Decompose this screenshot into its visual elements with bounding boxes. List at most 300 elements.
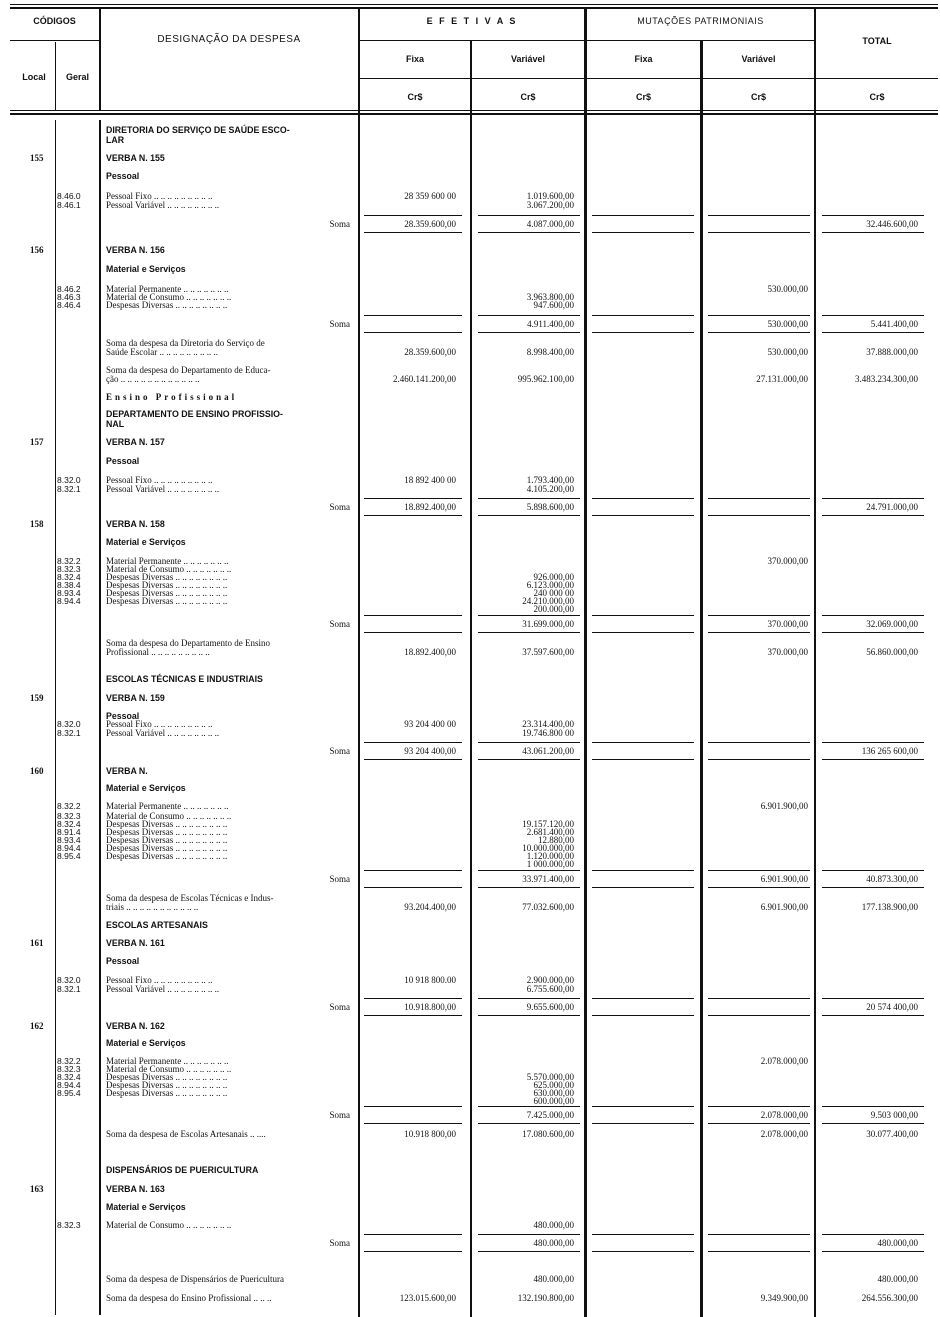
local-code: 159 — [30, 693, 44, 703]
description: DEPARTAMENTO DE ENSINO PROFISSIO- — [106, 409, 283, 419]
table-row — [0, 436, 940, 448]
total-value: 20 574 400,00 — [866, 1002, 918, 1012]
general-code: 8.94.4 — [57, 596, 81, 606]
total-value: 136 265 600,00 — [861, 746, 918, 756]
sum-rule-under — [478, 515, 580, 516]
description: Despesas Diversas .. .. .. .. .. .. .. .. — [106, 572, 228, 582]
efetivas-fixa-value: 93.204.400,00 — [404, 902, 456, 912]
total-value: 9.503 000,00 — [870, 1110, 918, 1120]
general-code: 8.32.2 — [57, 1056, 81, 1066]
subtotal-row — [0, 1237, 940, 1249]
description: LAR — [106, 135, 125, 145]
sum-rule — [478, 498, 580, 499]
sum-rule-under — [592, 332, 694, 333]
efetivas-fixa-value: 93 204 400 00 — [404, 719, 456, 729]
efetivas-fixa-value: 2.460.141.200,00 — [393, 374, 456, 384]
subtotal-row — [0, 1001, 940, 1013]
sum-rule-under — [708, 515, 810, 516]
table-row — [0, 1273, 940, 1285]
sum-rule-under — [364, 887, 462, 888]
efetivas-variavel-value: 77.032.600,00 — [522, 902, 574, 912]
description: Material e Serviços — [106, 537, 186, 547]
table-row — [0, 603, 940, 615]
sum-rule-under — [478, 232, 580, 233]
sum-rule-under — [478, 332, 580, 333]
sum-rule-under — [822, 515, 924, 516]
general-code: 8.32.3 — [57, 1064, 81, 1074]
codigos-header: CÓDIGOS — [33, 16, 76, 26]
efetivas-fixa-value: 10.918.800,00 — [404, 1002, 456, 1012]
sum-rule-under — [364, 232, 462, 233]
total-value: 32.446.600,00 — [866, 219, 918, 229]
total-value: 37.888.000,00 — [866, 347, 918, 357]
mutacoes-variavel-value: 6.901.900,00 — [760, 874, 808, 884]
sum-rule — [478, 1234, 580, 1235]
mutacoes-variavel-value: 370.000,00 — [767, 647, 808, 657]
general-code: 8.32.3 — [57, 811, 81, 821]
sum-rule-under — [708, 887, 810, 888]
efetivas-fixa-header: Fixa — [405, 54, 424, 64]
efetivas-fixa-value: 18 892 400 00 — [404, 475, 456, 485]
total-value: 24.791.000,00 — [866, 502, 918, 512]
efetivas-variavel-value: 33.971.400,00 — [522, 874, 574, 884]
general-code: 8.32.1 — [57, 728, 81, 738]
efetivas-fixa-value: 28.359.600,00 — [404, 347, 456, 357]
description: Material e Serviços — [106, 264, 186, 274]
table-row — [0, 1164, 940, 1176]
general-code: 8.32.2 — [57, 801, 81, 811]
sum-rule-under — [364, 515, 462, 516]
sum-rule — [592, 215, 694, 216]
table-row — [0, 455, 940, 467]
sum-rule — [478, 998, 580, 999]
efetivas-variavel-value: 4.087.000,00 — [526, 219, 574, 229]
efetivas-variavel-value: 6.123.000,00 — [526, 580, 574, 590]
local-code: 155 — [30, 153, 44, 163]
description: Material Permanente .. .. .. .. .. .. .. — [106, 1056, 229, 1066]
table-row — [0, 299, 940, 311]
description: Soma — [329, 1238, 350, 1248]
description: Material Permanente .. .. .. .. .. .. .. — [106, 556, 229, 566]
mutacoes-variavel-value: 530.000,00 — [767, 319, 808, 329]
mutacoes-fixa-header: Fixa — [634, 54, 653, 64]
description: ção .. .. .. .. .. .. .. .. .. .. .. .. — [106, 374, 200, 384]
sum-rule — [822, 1234, 924, 1235]
description: Material de Consumo .. .. .. .. .. .. .. — [106, 292, 232, 302]
efetivas-variavel-value: 5.570.000,00 — [526, 1072, 574, 1082]
sum-rule-under — [478, 1123, 580, 1124]
description: Despesas Diversas .. .. .. .. .. .. .. .. — [106, 300, 228, 310]
sum-rule-under — [708, 632, 810, 633]
local-code: 157 — [30, 437, 44, 447]
efetivas-variavel-value: 43.061.200,00 — [522, 746, 574, 756]
sum-rule-under — [478, 1251, 580, 1252]
description: Soma da despesa de Dispensários de Puericultura — [106, 1274, 284, 1284]
total-value: 5.441.400,00 — [870, 319, 918, 329]
table-row — [0, 1201, 940, 1213]
sum-rule-under — [478, 632, 580, 633]
description: ESCOLAS ARTESANAIS — [106, 920, 208, 930]
general-code: 8.93.4 — [57, 835, 81, 845]
sum-rule — [478, 870, 580, 871]
efetivas-fixa-value: 93 204 400,00 — [404, 746, 456, 756]
total-value: 177.138.900,00 — [861, 902, 918, 912]
description: Pessoal — [106, 171, 140, 181]
efetivas-variavel-value: 926.000,00 — [533, 572, 574, 582]
description: NAL — [106, 419, 125, 429]
description: Pessoal — [106, 711, 140, 721]
description: triais .. .. .. .. .. .. .. .. .. .. .. — [106, 902, 199, 912]
general-code: 8.32.4 — [57, 819, 81, 829]
sum-rule-under — [822, 232, 924, 233]
description: Material de Consumo .. .. .. .. .. .. .. — [106, 564, 232, 574]
description: VERBA N. 161 — [106, 938, 165, 948]
description: Material e Serviços — [106, 1202, 186, 1212]
description: Soma da despesa de Escolas Artesanais .. .... — [106, 1129, 266, 1139]
total-value: 30.077.400,00 — [866, 1129, 918, 1139]
table-row — [0, 692, 940, 704]
table-row — [0, 244, 940, 256]
general-code: 8.32.2 — [57, 556, 81, 566]
total-value: 32.069.000,00 — [866, 619, 918, 629]
sum-rule-under — [592, 232, 694, 233]
sum-rule — [478, 742, 580, 743]
general-code: 8.32.3 — [57, 564, 81, 574]
description: Soma — [329, 1002, 350, 1012]
description: Saúde Escolar .. .. .. .. .. .. .. .. .. — [106, 347, 218, 357]
total-value: 40.873.300,00 — [866, 874, 918, 884]
sum-rule-under — [478, 1015, 580, 1016]
description: Soma da despesa de Escolas Técnicas e Indus- — [106, 893, 274, 903]
table-row — [0, 901, 940, 913]
geral-header: Geral — [65, 72, 89, 82]
general-code: 8.32.0 — [57, 475, 81, 485]
mutacoes-variavel-value: 27.131.000,00 — [756, 374, 808, 384]
sum-rule-under — [822, 887, 924, 888]
sum-rule-under — [364, 632, 462, 633]
mutacoes-variavel-currency: Cr$ — [750, 92, 766, 102]
sum-rule-under — [592, 1123, 694, 1124]
subtotal-row — [0, 218, 940, 230]
sum-rule-under — [708, 332, 810, 333]
total-value: 264.556.300,00 — [861, 1293, 918, 1303]
efetivas-variavel-value: 480.000,00 — [533, 1238, 574, 1248]
efetivas-variavel-value: 625.000,00 — [533, 1080, 574, 1090]
sum-rule — [708, 1106, 810, 1107]
efetivas-fixa-value: 18.892.400,00 — [404, 647, 456, 657]
description: Material Permanente .. .. .. .. .. .. .. — [106, 801, 229, 811]
efetivas-fixa-value: 28 359 600 00 — [404, 191, 456, 201]
efetivas-variavel-value: 1.793.400,00 — [526, 475, 574, 485]
sum-rule-under — [592, 887, 694, 888]
description: Soma — [329, 874, 350, 884]
sum-rule-under — [364, 1015, 462, 1016]
sum-rule — [822, 998, 924, 999]
sum-rule-under — [822, 1015, 924, 1016]
sum-rule-under — [708, 1015, 810, 1016]
efetivas-fixa-value: 123.015.600,00 — [399, 1293, 456, 1303]
efetivas-fixa-value: 28.359.600,00 — [404, 219, 456, 229]
general-code: 8.32.0 — [57, 975, 81, 985]
description: Pessoal Variável .. .. .. .. .. .. .. .. — [106, 984, 220, 994]
sum-rule-under — [592, 1015, 694, 1016]
efetivas-variavel-value: 2.681.400,00 — [526, 827, 574, 837]
mutacoes-header: MUTAÇÕES PATRIMONIAIS — [637, 16, 764, 26]
sum-rule — [364, 498, 462, 499]
description: Material e Serviços — [106, 783, 186, 793]
sum-rule-under — [592, 1251, 694, 1252]
efetivas-fixa-value: 18.892.400,00 — [404, 502, 456, 512]
efetivas-variavel-value: 1.120.000,00 — [526, 851, 574, 861]
efetivas-variavel-value: 37.597.600,00 — [522, 647, 574, 657]
table-row — [0, 1183, 940, 1195]
sum-rule — [708, 1234, 810, 1235]
description: Despesas Diversas .. .. .. .. .. .. .. .. — [106, 580, 228, 590]
table-row — [0, 858, 940, 870]
sum-rule — [708, 315, 810, 316]
table-row — [0, 765, 940, 777]
sum-rule — [708, 998, 810, 999]
description: Despesas Diversas .. .. .. .. .. .. .. .. — [106, 851, 228, 861]
efetivas-variavel-value: 240 000 00 — [533, 588, 574, 598]
description: DISPENSÁRIOS DE PUERICULTURA — [106, 1165, 259, 1175]
general-code: 8.95.4 — [57, 1088, 81, 1098]
sum-rule — [822, 615, 924, 616]
description: Soma — [329, 1110, 350, 1120]
mutacoes-variavel-value: 370.000,00 — [767, 619, 808, 629]
description: Pessoal — [106, 956, 140, 966]
sum-rule — [592, 1106, 694, 1107]
table-row — [0, 152, 940, 164]
mutacoes-variavel-value: 2.078.000,00 — [760, 1110, 808, 1120]
efetivas-variavel-value: 12.880,00 — [538, 835, 574, 845]
general-code: 8.32.4 — [57, 1072, 81, 1082]
sum-rule — [364, 615, 462, 616]
general-code: 8.94.4 — [57, 843, 81, 853]
sum-rule — [364, 1106, 462, 1107]
efetivas-variavel-value: 7.425.000,00 — [526, 1110, 574, 1120]
sum-rule-under — [592, 632, 694, 633]
sum-rule — [592, 498, 694, 499]
sum-rule — [822, 870, 924, 871]
description: Material Permanente .. .. .. .. .. .. .. — [106, 284, 229, 294]
efetivas-variavel-value: 995.962.100,00 — [517, 374, 574, 384]
table-row — [0, 483, 940, 495]
mutacoes-variavel-value: 2.078.000,00 — [760, 1056, 808, 1066]
efetivas-variavel-value: 1.019.600,00 — [526, 191, 574, 201]
sum-rule-under — [822, 1251, 924, 1252]
local-code: 163 — [30, 1184, 44, 1194]
table-row — [0, 199, 940, 211]
sum-rule — [708, 870, 810, 871]
efetivas-variavel-value: 600.000,00 — [533, 1096, 574, 1106]
sum-rule — [592, 1234, 694, 1235]
mutacoes-variavel-value: 6.901.900,00 — [760, 902, 808, 912]
description: Ensino Profissional — [106, 392, 238, 402]
table-row — [0, 983, 940, 995]
table-row — [0, 170, 940, 182]
local-code: 156 — [30, 245, 44, 255]
subtotal-row — [0, 501, 940, 513]
mutacoes-variavel-value: 2.078.000,00 — [760, 1129, 808, 1139]
local-code: 161 — [30, 938, 44, 948]
sum-rule — [822, 498, 924, 499]
description: Soma — [329, 319, 350, 329]
total-header: TOTAL — [862, 36, 892, 46]
description: Soma — [329, 219, 350, 229]
sum-rule — [364, 870, 462, 871]
table-row — [0, 1037, 940, 1049]
description: ESCOLAS TÉCNICAS E INDUSTRIAIS — [106, 674, 263, 684]
table-row — [0, 1020, 940, 1032]
sum-rule-under — [708, 1123, 810, 1124]
efetivas-variavel-value: 19.746.800 00 — [522, 728, 574, 738]
description: Pessoal Fixo .. .. .. .. .. .. .. .. .. — [106, 719, 213, 729]
mutacoes-fixa-currency: Cr$ — [635, 92, 651, 102]
general-code: 8.46.0 — [57, 191, 81, 201]
total-value: 3.483.234.300,00 — [855, 374, 918, 384]
description: Soma — [329, 619, 350, 629]
sum-rule — [364, 742, 462, 743]
subtotal-row — [0, 873, 940, 885]
sum-rule — [592, 615, 694, 616]
efetivas-fixa-value: 10 918 800.00 — [404, 975, 456, 985]
general-code: 8.93.4 — [57, 588, 81, 598]
efetivas-variavel-value: 3.067.200,00 — [526, 200, 574, 210]
sum-rule-under — [478, 887, 580, 888]
general-code: 8.32.1 — [57, 984, 81, 994]
general-code: 8.32.1 — [57, 484, 81, 494]
sum-rule-under — [364, 332, 462, 333]
description: Material de Consumo .. .. .. .. .. .. .. — [106, 1220, 232, 1230]
sum-rule-under — [592, 515, 694, 516]
description: Soma da despesa da Diretoria do Serviço de — [106, 338, 265, 348]
description: Pessoal — [106, 456, 140, 466]
description: Despesas Diversas .. .. .. .. .. .. .. .. — [106, 1072, 228, 1082]
description: Pessoal Variável .. .. .. .. .. .. .. .. — [106, 484, 220, 494]
sum-rule — [364, 998, 462, 999]
mutacoes-variavel-value: 6.901.900,00 — [760, 801, 808, 811]
description: Soma da despesa do Ensino Profissional .. .. .. — [106, 1293, 272, 1303]
total-currency: Cr$ — [869, 92, 885, 102]
general-code: 8.46.4 — [57, 300, 81, 310]
table-row — [0, 955, 940, 967]
efetivas-variavel-value: 480.000,00 — [533, 1220, 574, 1230]
sum-rule — [822, 215, 924, 216]
mutacoes-variavel-header: Variável — [741, 54, 776, 64]
table-row — [0, 263, 940, 275]
mutacoes-variavel-value: 9.349.900,00 — [760, 1293, 808, 1303]
mutacoes-variavel-value: 370.000,00 — [767, 556, 808, 566]
sum-rule — [822, 315, 924, 316]
sum-rule — [592, 998, 694, 999]
general-code: 8.46.3 — [57, 292, 81, 302]
description: Pessoal Variável .. .. .. .. .. .. .. .. — [106, 200, 220, 210]
description: Material de Consumo .. .. .. .. .. .. .. — [106, 811, 232, 821]
general-code: 8.32.4 — [57, 572, 81, 582]
local-code: 162 — [30, 1021, 44, 1031]
general-code: 8.91.4 — [57, 827, 81, 837]
total-value: 480.000,00 — [877, 1238, 918, 1248]
efetivas-variavel-value: 23.314.400,00 — [522, 719, 574, 729]
description: Pessoal Fixo .. .. .. .. .. .. .. .. .. — [106, 475, 213, 485]
sum-rule — [478, 1106, 580, 1107]
efetivas-variavel-value: 31.699.000,00 — [522, 619, 574, 629]
sum-rule — [478, 315, 580, 316]
efetivas-variavel-value: 24.210.000,00 — [522, 596, 574, 606]
table-row — [0, 646, 940, 658]
total-value: 56.860.000,00 — [866, 647, 918, 657]
sum-rule-under — [822, 632, 924, 633]
description: VERBA N. 163 — [106, 1184, 165, 1194]
description: Despesas Diversas .. .. .. .. .. .. .. .. — [106, 588, 228, 598]
efetivas-variavel-value: 17.080.600,00 — [522, 1129, 574, 1139]
sum-rule — [364, 315, 462, 316]
mutacoes-variavel-value: 530.000,00 — [767, 284, 808, 294]
sum-rule — [708, 615, 810, 616]
efetivas-variavel-value: 8.998.400,00 — [526, 347, 574, 357]
general-code: 8.46.2 — [57, 284, 81, 294]
sum-rule — [592, 742, 694, 743]
sum-rule — [822, 1106, 924, 1107]
sum-rule — [592, 315, 694, 316]
table-row — [0, 937, 940, 949]
table-row — [0, 373, 940, 385]
description: VERBA N. 158 — [106, 519, 165, 529]
description: Despesas Diversas .. .. .. .. .. .. .. .. — [106, 596, 228, 606]
description: Material de Consumo .. .. .. .. .. .. .. — [106, 1064, 232, 1074]
sum-rule — [708, 215, 810, 216]
efetivas-variavel-value: 6.755.600,00 — [526, 984, 574, 994]
table-row — [0, 518, 940, 530]
general-code: 8.32.0 — [57, 719, 81, 729]
local-code: 160 — [30, 766, 44, 776]
description: Pessoal Variável .. .. .. .. .. .. .. .. — [106, 728, 220, 738]
subtotal-row — [0, 318, 940, 330]
efetivas-variavel-value: 132.190.800,00 — [517, 1293, 574, 1303]
description: VERBA N. 159 — [106, 693, 165, 703]
description: VERBA N. — [106, 766, 148, 776]
sum-rule-under — [708, 759, 810, 760]
sum-rule — [364, 1234, 462, 1235]
description: Despesas Diversas .. .. .. .. .. .. .. .. — [106, 843, 228, 853]
total-value: 480.000,00 — [877, 1274, 918, 1284]
description: Despesas Diversas .. .. .. .. .. .. .. .. — [106, 819, 228, 829]
table-row — [0, 1219, 940, 1231]
description: Despesas Diversas .. .. .. .. .. .. .. .. — [106, 835, 228, 845]
sum-rule-under — [592, 759, 694, 760]
efetivas-variavel-value: 480.000,00 — [533, 1274, 574, 1284]
efetivas-fixa-currency: Cr$ — [407, 92, 423, 102]
description: Despesas Diversas .. .. .. .. .. .. .. .. — [106, 1088, 228, 1098]
description: Soma — [329, 502, 350, 512]
efetivas-variavel-value: 19.157.120,00 — [522, 819, 574, 829]
table-row — [0, 346, 940, 358]
subtotal-row — [0, 618, 940, 630]
efetivas-variavel-value: 5.898.600,00 — [526, 502, 574, 512]
local-header: Local — [22, 72, 46, 82]
mutacoes-variavel-value: 530.000,00 — [767, 347, 808, 357]
subtotal-row — [0, 745, 940, 757]
sum-rule — [708, 742, 810, 743]
sum-rule-under — [708, 232, 810, 233]
efetivas-header: E F E T I V A S — [426, 16, 518, 26]
sum-rule — [364, 215, 462, 216]
sum-rule — [708, 498, 810, 499]
sum-rule — [822, 742, 924, 743]
description: Material e Serviços — [106, 1038, 186, 1048]
general-code: 8.94.4 — [57, 1080, 81, 1090]
